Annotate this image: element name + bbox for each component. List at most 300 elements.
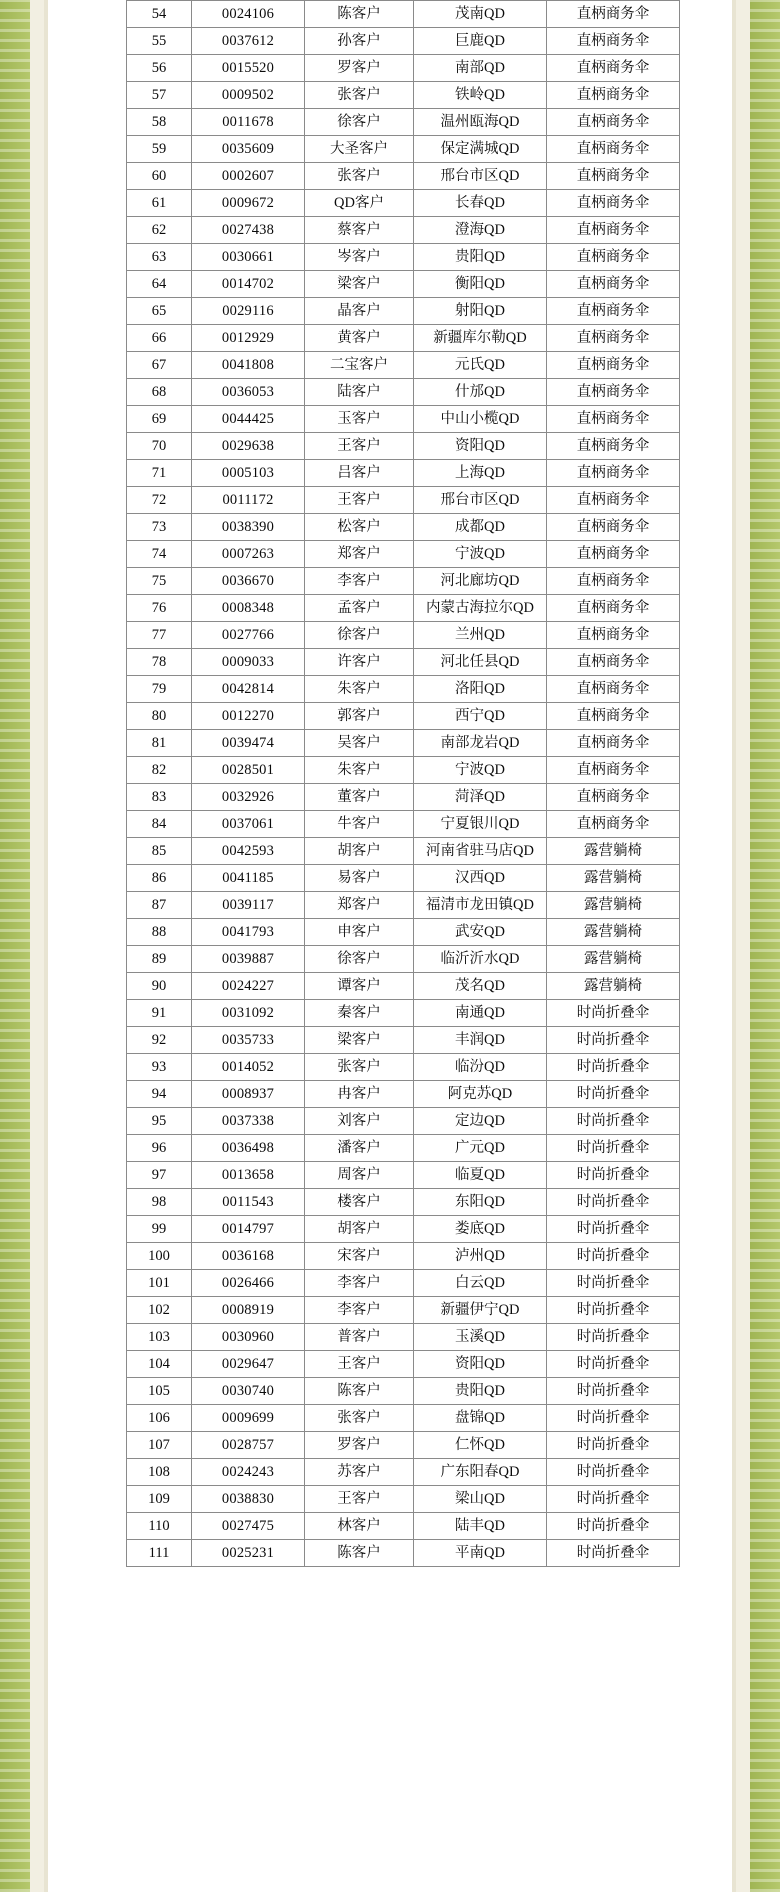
table-row: [127, 784, 680, 811]
row-index: 54: [127, 1, 192, 28]
prize-name: 直柄商务伞: [547, 811, 680, 838]
customer-name: 黄客户: [305, 325, 414, 352]
customer-name: 李客户: [305, 1270, 414, 1297]
row-index: 106: [127, 1405, 192, 1432]
customer-code: 0041808: [192, 352, 305, 379]
customer-name: 楼客户: [305, 1189, 414, 1216]
customer-name: 孙客户: [305, 28, 414, 55]
customer-code: 0015520: [192, 55, 305, 82]
prize-name: 直柄商务伞: [547, 298, 680, 325]
customer-area: 河北廊坊QD: [414, 568, 547, 595]
customer-area: 元氏QD: [414, 352, 547, 379]
customer-name: 普客户: [305, 1324, 414, 1351]
customer-code: 0024243: [192, 1459, 305, 1486]
customer-code: 0037338: [192, 1108, 305, 1135]
customer-area: 宁波QD: [414, 757, 547, 784]
decorative-right-band: [750, 0, 780, 1892]
customer-code: 0039474: [192, 730, 305, 757]
customer-name: 冉客户: [305, 1081, 414, 1108]
table-row: [127, 595, 680, 622]
customer-area: 娄底QD: [414, 1216, 547, 1243]
customer-code: 0009502: [192, 82, 305, 109]
customer-area: 新疆库尔勒QD: [414, 325, 547, 352]
customer-name: 吴客户: [305, 730, 414, 757]
row-index: 65: [127, 298, 192, 325]
customer-area: 广元QD: [414, 1135, 547, 1162]
row-index: 68: [127, 379, 192, 406]
customer-area: 阿克苏QD: [414, 1081, 547, 1108]
customer-name: 梁客户: [305, 271, 414, 298]
customer-name: 岑客户: [305, 244, 414, 271]
customer-code: 0035609: [192, 136, 305, 163]
prize-name: 时尚折叠伞: [547, 1432, 680, 1459]
row-index: 75: [127, 568, 192, 595]
customer-code: 0009033: [192, 649, 305, 676]
row-index: 78: [127, 649, 192, 676]
prize-name: 时尚折叠伞: [547, 1162, 680, 1189]
customer-code: 0012929: [192, 325, 305, 352]
customer-area: 南部QD: [414, 55, 547, 82]
winner-table-body: [127, 1, 680, 1567]
customer-name: 晶客户: [305, 298, 414, 325]
customer-name: 刘客户: [305, 1108, 414, 1135]
table-row: [127, 1297, 680, 1324]
row-index: 58: [127, 109, 192, 136]
table-row: [127, 1027, 680, 1054]
customer-name: 张客户: [305, 163, 414, 190]
table-row: [127, 811, 680, 838]
customer-code: 0038390: [192, 514, 305, 541]
customer-code: 0042593: [192, 838, 305, 865]
table-row: [127, 703, 680, 730]
customer-name: 董客户: [305, 784, 414, 811]
row-index: 84: [127, 811, 192, 838]
customer-code: 0002607: [192, 163, 305, 190]
row-index: 77: [127, 622, 192, 649]
prize-name: 直柄商务伞: [547, 757, 680, 784]
table-row: [127, 1108, 680, 1135]
customer-area: 上海QD: [414, 460, 547, 487]
customer-name: 松客户: [305, 514, 414, 541]
customer-name: 徐客户: [305, 622, 414, 649]
customer-code: 0027475: [192, 1513, 305, 1540]
table-row: [127, 1513, 680, 1540]
customer-area: 保定满城QD: [414, 136, 547, 163]
customer-name: 王客户: [305, 1351, 414, 1378]
customer-code: 0036053: [192, 379, 305, 406]
row-index: 63: [127, 244, 192, 271]
row-index: 92: [127, 1027, 192, 1054]
table-row: [127, 1378, 680, 1405]
customer-name: 潘客户: [305, 1135, 414, 1162]
customer-name: 周客户: [305, 1162, 414, 1189]
customer-area: 陆丰QD: [414, 1513, 547, 1540]
customer-area: 福清市龙田镇QD: [414, 892, 547, 919]
customer-area: 中山小榄QD: [414, 406, 547, 433]
customer-name: 宋客户: [305, 1243, 414, 1270]
table-row: [127, 325, 680, 352]
row-index: 101: [127, 1270, 192, 1297]
customer-code: 0011678: [192, 109, 305, 136]
table-row: [127, 865, 680, 892]
customer-code: 0008348: [192, 595, 305, 622]
customer-name: 蔡客户: [305, 217, 414, 244]
prize-name: 时尚折叠伞: [547, 1459, 680, 1486]
customer-name: 郭客户: [305, 703, 414, 730]
row-index: 76: [127, 595, 192, 622]
customer-name: 徐客户: [305, 946, 414, 973]
customer-code: 0007263: [192, 541, 305, 568]
customer-area: 射阳QD: [414, 298, 547, 325]
row-index: 104: [127, 1351, 192, 1378]
customer-area: 贵阳QD: [414, 1378, 547, 1405]
table-row: [127, 487, 680, 514]
prize-name: 直柄商务伞: [547, 217, 680, 244]
row-index: 99: [127, 1216, 192, 1243]
row-index: 69: [127, 406, 192, 433]
customer-area: 广东阳春QD: [414, 1459, 547, 1486]
customer-name: 胡客户: [305, 838, 414, 865]
customer-area: 宁夏银川QD: [414, 811, 547, 838]
customer-code: 0030661: [192, 244, 305, 271]
row-index: 57: [127, 82, 192, 109]
customer-code: 0037612: [192, 28, 305, 55]
customer-name: 李客户: [305, 1297, 414, 1324]
customer-name: 罗客户: [305, 55, 414, 82]
customer-code: 0014702: [192, 271, 305, 298]
customer-area: 东阳QD: [414, 1189, 547, 1216]
table-row: [127, 163, 680, 190]
prize-name: 时尚折叠伞: [547, 1000, 680, 1027]
customer-name: 易客户: [305, 865, 414, 892]
table-row: [127, 298, 680, 325]
customer-name: 胡客户: [305, 1216, 414, 1243]
row-index: 108: [127, 1459, 192, 1486]
customer-name: 张客户: [305, 1405, 414, 1432]
customer-area: 河北任县QD: [414, 649, 547, 676]
prize-name: 直柄商务伞: [547, 541, 680, 568]
prize-name: 时尚折叠伞: [547, 1189, 680, 1216]
table-row: [127, 514, 680, 541]
row-index: 103: [127, 1324, 192, 1351]
table-row: [127, 1270, 680, 1297]
customer-name: 郑客户: [305, 892, 414, 919]
customer-area: 洛阳QD: [414, 676, 547, 703]
customer-name: 苏客户: [305, 1459, 414, 1486]
row-index: 107: [127, 1432, 192, 1459]
prize-name: 直柄商务伞: [547, 28, 680, 55]
table-row: [127, 892, 680, 919]
customer-area: 仁怀QD: [414, 1432, 547, 1459]
prize-name: 直柄商务伞: [547, 514, 680, 541]
prize-name: 直柄商务伞: [547, 433, 680, 460]
row-index: 100: [127, 1243, 192, 1270]
winner-list-table: [126, 0, 680, 1567]
prize-name: 时尚折叠伞: [547, 1216, 680, 1243]
row-index: 56: [127, 55, 192, 82]
prize-name: 直柄商务伞: [547, 163, 680, 190]
customer-name: 牛客户: [305, 811, 414, 838]
table-row: [127, 1459, 680, 1486]
prize-name: 时尚折叠伞: [547, 1378, 680, 1405]
table-row: [127, 136, 680, 163]
table-row: [127, 1432, 680, 1459]
customer-code: 0024227: [192, 973, 305, 1000]
customer-code: 0044425: [192, 406, 305, 433]
row-index: 82: [127, 757, 192, 784]
customer-area: 临沂沂水QD: [414, 946, 547, 973]
row-index: 97: [127, 1162, 192, 1189]
customer-area: 长春QD: [414, 190, 547, 217]
customer-code: 0035733: [192, 1027, 305, 1054]
row-index: 90: [127, 973, 192, 1000]
customer-name: 王客户: [305, 1486, 414, 1513]
row-index: 71: [127, 460, 192, 487]
row-index: 93: [127, 1054, 192, 1081]
prize-name: 露营躺椅: [547, 892, 680, 919]
customer-area: 澄海QD: [414, 217, 547, 244]
customer-code: 0030740: [192, 1378, 305, 1405]
row-index: 105: [127, 1378, 192, 1405]
prize-name: 直柄商务伞: [547, 109, 680, 136]
customer-code: 0036168: [192, 1243, 305, 1270]
customer-area: 平南QD: [414, 1540, 547, 1567]
customer-code: 0009672: [192, 190, 305, 217]
prize-name: 直柄商务伞: [547, 244, 680, 271]
table-row: [127, 1243, 680, 1270]
customer-area: 资阳QD: [414, 433, 547, 460]
table-row: [127, 406, 680, 433]
prize-name: 直柄商务伞: [547, 352, 680, 379]
prize-name: 时尚折叠伞: [547, 1108, 680, 1135]
table-row: [127, 1324, 680, 1351]
table-row: [127, 379, 680, 406]
prize-name: 时尚折叠伞: [547, 1027, 680, 1054]
decorative-left-inner-strip: [30, 0, 44, 1892]
table-row: [127, 190, 680, 217]
customer-name: 朱客户: [305, 676, 414, 703]
customer-area: 河南省驻马店QD: [414, 838, 547, 865]
row-index: 73: [127, 514, 192, 541]
prize-name: 直柄商务伞: [547, 460, 680, 487]
prize-name: 露营躺椅: [547, 865, 680, 892]
customer-area: 菏泽QD: [414, 784, 547, 811]
customer-area: 南部龙岩QD: [414, 730, 547, 757]
table-row: [127, 1, 680, 28]
customer-name: QD客户: [305, 190, 414, 217]
table-row: [127, 946, 680, 973]
prize-name: 直柄商务伞: [547, 622, 680, 649]
row-index: 62: [127, 217, 192, 244]
customer-area: 南通QD: [414, 1000, 547, 1027]
customer-code: 0014052: [192, 1054, 305, 1081]
table-row: [127, 28, 680, 55]
customer-code: 0042814: [192, 676, 305, 703]
customer-name: 陈客户: [305, 1, 414, 28]
decorative-left-band: [0, 0, 30, 1892]
table-row: [127, 271, 680, 298]
customer-name: 陈客户: [305, 1540, 414, 1567]
customer-code: 0008937: [192, 1081, 305, 1108]
table-row: [127, 838, 680, 865]
customer-code: 0011172: [192, 487, 305, 514]
prize-name: 直柄商务伞: [547, 649, 680, 676]
customer-area: 邢台市区QD: [414, 487, 547, 514]
customer-name: 玉客户: [305, 406, 414, 433]
prize-name: 时尚折叠伞: [547, 1513, 680, 1540]
prize-name: 时尚折叠伞: [547, 1054, 680, 1081]
table-row: [127, 757, 680, 784]
customer-name: 徐客户: [305, 109, 414, 136]
customer-code: 0041185: [192, 865, 305, 892]
prize-name: 时尚折叠伞: [547, 1243, 680, 1270]
customer-code: 0026466: [192, 1270, 305, 1297]
customer-name: 许客户: [305, 649, 414, 676]
customer-code: 0008919: [192, 1297, 305, 1324]
prize-name: 露营躺椅: [547, 973, 680, 1000]
table-row: [127, 622, 680, 649]
customer-area: 西宁QD: [414, 703, 547, 730]
table-row: [127, 676, 680, 703]
table-row: [127, 55, 680, 82]
customer-code: 0039887: [192, 946, 305, 973]
row-index: 102: [127, 1297, 192, 1324]
prize-name: 直柄商务伞: [547, 271, 680, 298]
prize-name: 直柄商务伞: [547, 676, 680, 703]
decorative-right-edge: [732, 0, 736, 1892]
customer-code: 0024106: [192, 1, 305, 28]
prize-name: 露营躺椅: [547, 919, 680, 946]
customer-name: 罗客户: [305, 1432, 414, 1459]
prize-name: 直柄商务伞: [547, 703, 680, 730]
customer-name: 陈客户: [305, 1378, 414, 1405]
customer-area: 衡阳QD: [414, 271, 547, 298]
customer-code: 0005103: [192, 460, 305, 487]
table-row: [127, 82, 680, 109]
row-index: 86: [127, 865, 192, 892]
table-row: [127, 1216, 680, 1243]
prize-name: 时尚折叠伞: [547, 1135, 680, 1162]
customer-code: 0028501: [192, 757, 305, 784]
customer-name: 朱客户: [305, 757, 414, 784]
table-row: [127, 1405, 680, 1432]
row-index: 64: [127, 271, 192, 298]
customer-area: 新疆伊宁QD: [414, 1297, 547, 1324]
customer-name: 申客户: [305, 919, 414, 946]
row-index: 87: [127, 892, 192, 919]
customer-area: 宁波QD: [414, 541, 547, 568]
customer-code: 0031092: [192, 1000, 305, 1027]
table-row: [127, 1486, 680, 1513]
customer-name: 吕客户: [305, 460, 414, 487]
customer-code: 0012270: [192, 703, 305, 730]
customer-area: 泸州QD: [414, 1243, 547, 1270]
prize-name: 直柄商务伞: [547, 568, 680, 595]
row-index: 59: [127, 136, 192, 163]
customer-code: 0030960: [192, 1324, 305, 1351]
customer-area: 白云QD: [414, 1270, 547, 1297]
customer-name: 梁客户: [305, 1027, 414, 1054]
row-index: 79: [127, 676, 192, 703]
prize-name: 时尚折叠伞: [547, 1324, 680, 1351]
row-index: 111: [127, 1540, 192, 1567]
customer-name: 林客户: [305, 1513, 414, 1540]
row-index: 60: [127, 163, 192, 190]
prize-name: 露营躺椅: [547, 946, 680, 973]
customer-name: 张客户: [305, 82, 414, 109]
table-row: [127, 109, 680, 136]
table-row: [127, 1351, 680, 1378]
prize-name: 时尚折叠伞: [547, 1351, 680, 1378]
table-row: [127, 1162, 680, 1189]
prize-name: 直柄商务伞: [547, 406, 680, 433]
prize-name: 直柄商务伞: [547, 379, 680, 406]
prize-name: 时尚折叠伞: [547, 1405, 680, 1432]
row-index: 96: [127, 1135, 192, 1162]
table-row: [127, 568, 680, 595]
prize-name: 时尚折叠伞: [547, 1270, 680, 1297]
row-index: 67: [127, 352, 192, 379]
customer-code: 0039117: [192, 892, 305, 919]
customer-code: 0029638: [192, 433, 305, 460]
row-index: 98: [127, 1189, 192, 1216]
customer-area: 茂南QD: [414, 1, 547, 28]
table-row: [127, 460, 680, 487]
customer-area: 成都QD: [414, 514, 547, 541]
prize-name: 直柄商务伞: [547, 55, 680, 82]
customer-area: 巨鹿QD: [414, 28, 547, 55]
customer-area: 临夏QD: [414, 1162, 547, 1189]
table-row: [127, 1135, 680, 1162]
prize-name: 直柄商务伞: [547, 784, 680, 811]
customer-code: 0028757: [192, 1432, 305, 1459]
customer-area: 温州瓯海QD: [414, 109, 547, 136]
row-index: 91: [127, 1000, 192, 1027]
row-index: 94: [127, 1081, 192, 1108]
table-row: [127, 433, 680, 460]
customer-area: 兰州QD: [414, 622, 547, 649]
content-sheet: [48, 0, 732, 1892]
table-row: [127, 730, 680, 757]
prize-name: 时尚折叠伞: [547, 1486, 680, 1513]
customer-area: 玉溪QD: [414, 1324, 547, 1351]
customer-area: 资阳QD: [414, 1351, 547, 1378]
row-index: 80: [127, 703, 192, 730]
customer-name: 秦客户: [305, 1000, 414, 1027]
customer-name: 孟客户: [305, 595, 414, 622]
prize-name: 直柄商务伞: [547, 325, 680, 352]
prize-name: 直柄商务伞: [547, 82, 680, 109]
customer-name: 王客户: [305, 433, 414, 460]
prize-name: 直柄商务伞: [547, 190, 680, 217]
row-index: 89: [127, 946, 192, 973]
winner-table-wrap: [126, 0, 654, 1567]
prize-name: 露营躺椅: [547, 838, 680, 865]
customer-area: 梁山QD: [414, 1486, 547, 1513]
prize-name: 直柄商务伞: [547, 487, 680, 514]
customer-code: 0027438: [192, 217, 305, 244]
customer-code: 0036670: [192, 568, 305, 595]
table-row: [127, 217, 680, 244]
customer-code: 0041793: [192, 919, 305, 946]
customer-name: 王客户: [305, 487, 414, 514]
table-row: [127, 1000, 680, 1027]
prize-name: 直柄商务伞: [547, 136, 680, 163]
row-index: 55: [127, 28, 192, 55]
customer-area: 什邡QD: [414, 379, 547, 406]
customer-code: 0014797: [192, 1216, 305, 1243]
customer-name: 郑客户: [305, 541, 414, 568]
